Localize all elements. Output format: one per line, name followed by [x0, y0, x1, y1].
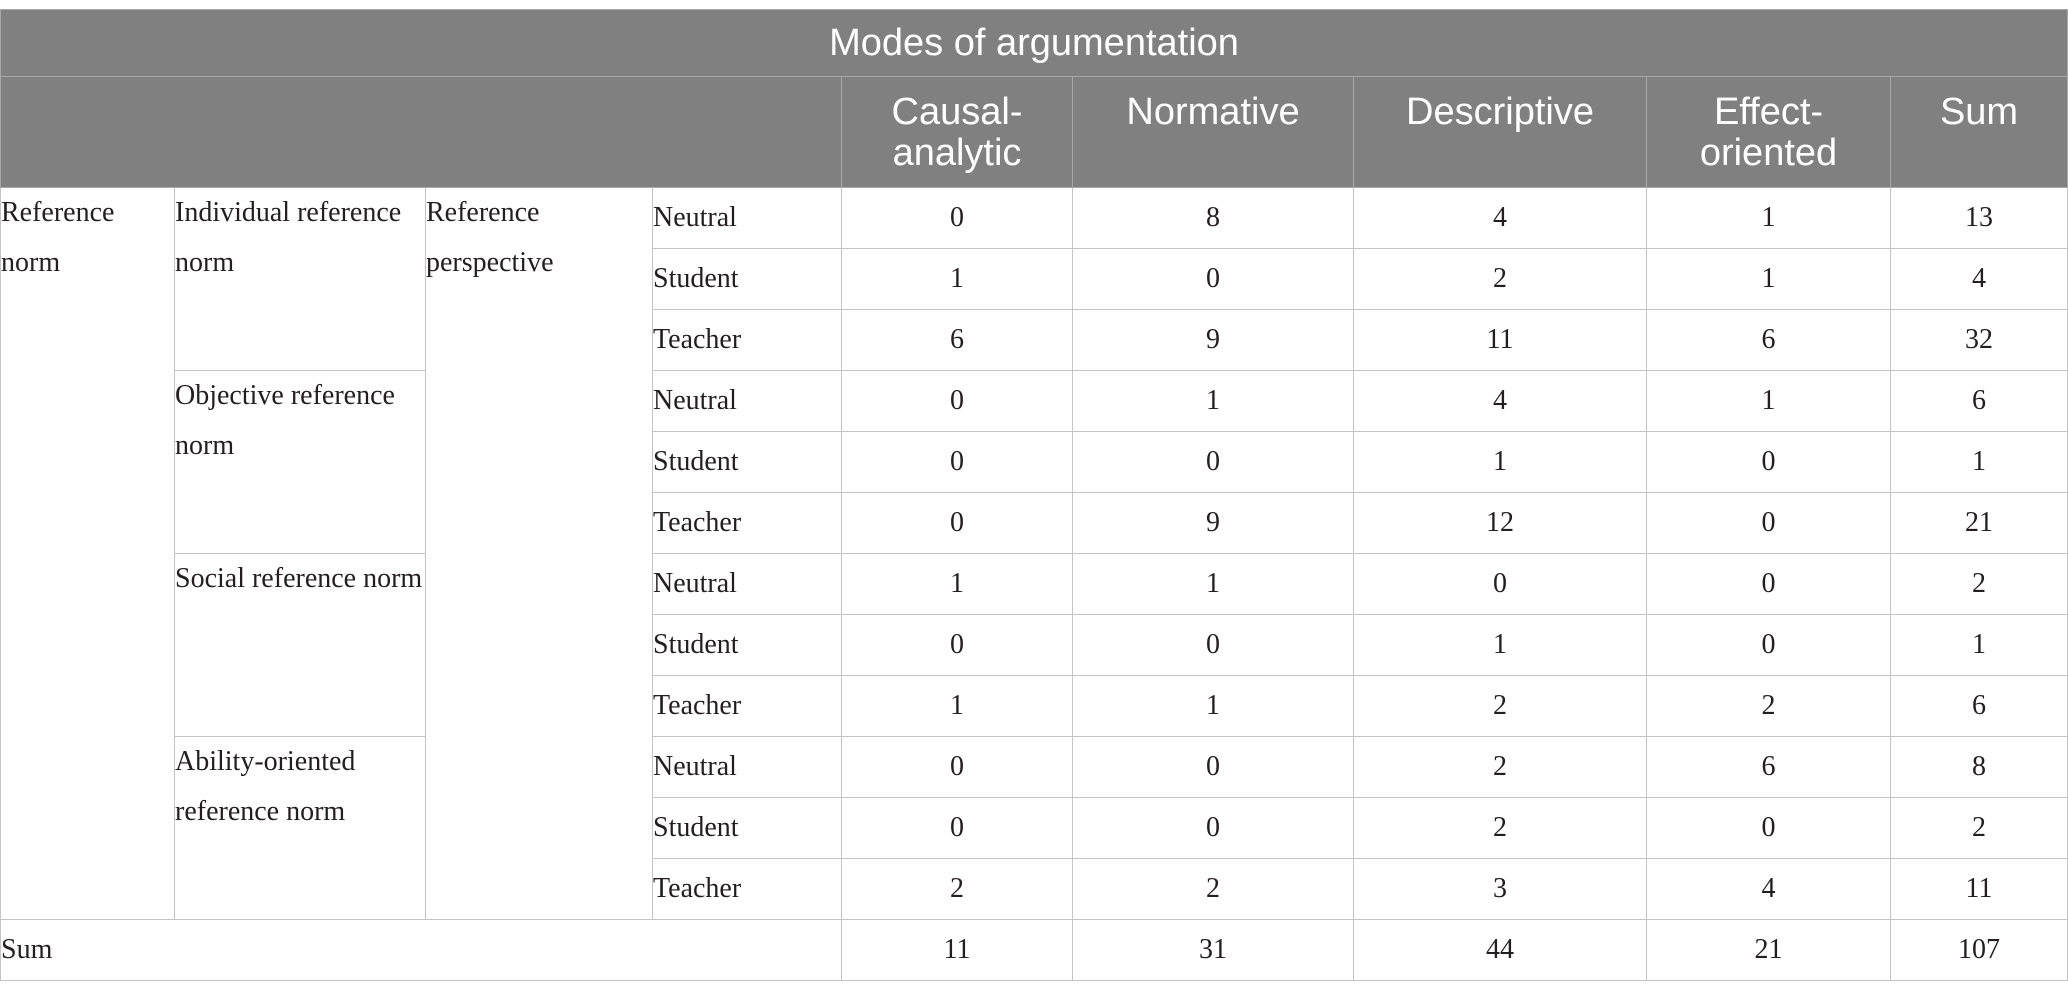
column-header-descriptive: Descriptive	[1354, 77, 1647, 188]
value-causal-analytic: 0	[842, 737, 1073, 798]
norm-label-social: Social reference norm	[175, 554, 426, 737]
value-effect-oriented: 0	[1647, 493, 1891, 554]
sum-row	[1, 920, 2068, 981]
table-row	[1, 188, 2068, 249]
value-sum: 1	[1891, 615, 2068, 676]
value-normative: 0	[1073, 615, 1354, 676]
value-effect-oriented: 1	[1647, 249, 1891, 310]
sum-descriptive: 44	[1354, 920, 1647, 981]
value-sum: 2	[1891, 798, 2068, 859]
value-descriptive: 0	[1354, 554, 1647, 615]
perspective-label: Teacher	[653, 493, 842, 554]
norm-label-individual: Individual reference norm	[175, 188, 426, 371]
value-causal-analytic: 1	[842, 554, 1073, 615]
perspective-label: Neutral	[653, 188, 842, 249]
norm-label-objective: Objective reference norm	[175, 371, 426, 554]
value-effect-oriented: 0	[1647, 554, 1891, 615]
perspective-label: Neutral	[653, 371, 842, 432]
value-sum: 4	[1891, 249, 2068, 310]
value-causal-analytic: 0	[842, 432, 1073, 493]
value-sum: 11	[1891, 859, 2068, 920]
value-effect-oriented: 1	[1647, 188, 1891, 249]
value-effect-oriented: 0	[1647, 798, 1891, 859]
perspective-label: Teacher	[653, 676, 842, 737]
value-descriptive: 1	[1354, 615, 1647, 676]
perspective-label: Neutral	[653, 554, 842, 615]
sum-total: 107	[1891, 920, 2068, 981]
table-row	[1, 554, 2068, 615]
column-header-effect-oriented: Effect-oriented	[1647, 77, 1891, 188]
value-descriptive: 3	[1354, 859, 1647, 920]
sum-row-label: Sum	[1, 920, 842, 981]
argumentation-table	[0, 9, 2068, 981]
value-descriptive: 4	[1354, 188, 1647, 249]
table-row	[1, 737, 2068, 798]
perspective-label: Student	[653, 798, 842, 859]
value-descriptive: 11	[1354, 310, 1647, 371]
column-header-row	[1, 77, 2068, 188]
value-effect-oriented: 6	[1647, 737, 1891, 798]
value-effect-oriented: 0	[1647, 615, 1891, 676]
value-effect-oriented: 6	[1647, 310, 1891, 371]
row-header-reference-norm: Reference norm	[1, 188, 175, 920]
perspective-label: Student	[653, 432, 842, 493]
value-normative: 1	[1073, 371, 1354, 432]
value-normative: 0	[1073, 249, 1354, 310]
perspective-header: Reference perspective	[426, 188, 653, 920]
value-causal-analytic: 1	[842, 676, 1073, 737]
perspective-label: Neutral	[653, 737, 842, 798]
perspective-label: Teacher	[653, 859, 842, 920]
value-normative: 9	[1073, 310, 1354, 371]
value-causal-analytic: 0	[842, 615, 1073, 676]
table-row	[1, 371, 2068, 432]
value-descriptive: 12	[1354, 493, 1647, 554]
value-normative: 2	[1073, 859, 1354, 920]
value-causal-analytic: 0	[842, 798, 1073, 859]
value-effect-oriented: 1	[1647, 371, 1891, 432]
value-causal-analytic: 0	[842, 188, 1073, 249]
column-header-normative: Normative	[1073, 77, 1354, 188]
value-normative: 0	[1073, 432, 1354, 493]
column-header-sum: Sum	[1891, 77, 2068, 188]
sum-normative: 31	[1073, 920, 1354, 981]
value-normative: 0	[1073, 737, 1354, 798]
value-sum: 2	[1891, 554, 2068, 615]
value-causal-analytic: 0	[842, 493, 1073, 554]
value-effect-oriented: 4	[1647, 859, 1891, 920]
perspective-label: Student	[653, 615, 842, 676]
header-blank-cell	[1, 77, 842, 188]
value-causal-analytic: 0	[842, 371, 1073, 432]
perspective-label: Teacher	[653, 310, 842, 371]
value-sum: 1	[1891, 432, 2068, 493]
value-descriptive: 2	[1354, 676, 1647, 737]
norm-label-ability-oriented: Ability-oriented reference norm	[175, 737, 426, 920]
value-sum: 13	[1891, 188, 2068, 249]
value-descriptive: 2	[1354, 737, 1647, 798]
value-sum: 6	[1891, 676, 2068, 737]
perspective-label: Student	[653, 249, 842, 310]
value-causal-analytic: 1	[842, 249, 1073, 310]
value-descriptive: 1	[1354, 432, 1647, 493]
sum-effect-oriented: 21	[1647, 920, 1891, 981]
value-sum: 6	[1891, 371, 2068, 432]
value-causal-analytic: 6	[842, 310, 1073, 371]
value-normative: 8	[1073, 188, 1354, 249]
value-effect-oriented: 0	[1647, 432, 1891, 493]
value-descriptive: 4	[1354, 371, 1647, 432]
value-normative: 0	[1073, 798, 1354, 859]
value-descriptive: 2	[1354, 249, 1647, 310]
value-causal-analytic: 2	[842, 859, 1073, 920]
title-row	[1, 10, 2068, 77]
value-normative: 9	[1073, 493, 1354, 554]
value-sum: 32	[1891, 310, 2068, 371]
value-sum: 8	[1891, 737, 2068, 798]
value-effect-oriented: 2	[1647, 676, 1891, 737]
value-normative: 1	[1073, 676, 1354, 737]
table-title: Modes of argumentation	[1, 10, 2068, 77]
column-header-causal-analytic: Causal-analytic	[842, 77, 1073, 188]
sum-causal-analytic: 11	[842, 920, 1073, 981]
value-normative: 1	[1073, 554, 1354, 615]
value-descriptive: 2	[1354, 798, 1647, 859]
value-sum: 21	[1891, 493, 2068, 554]
